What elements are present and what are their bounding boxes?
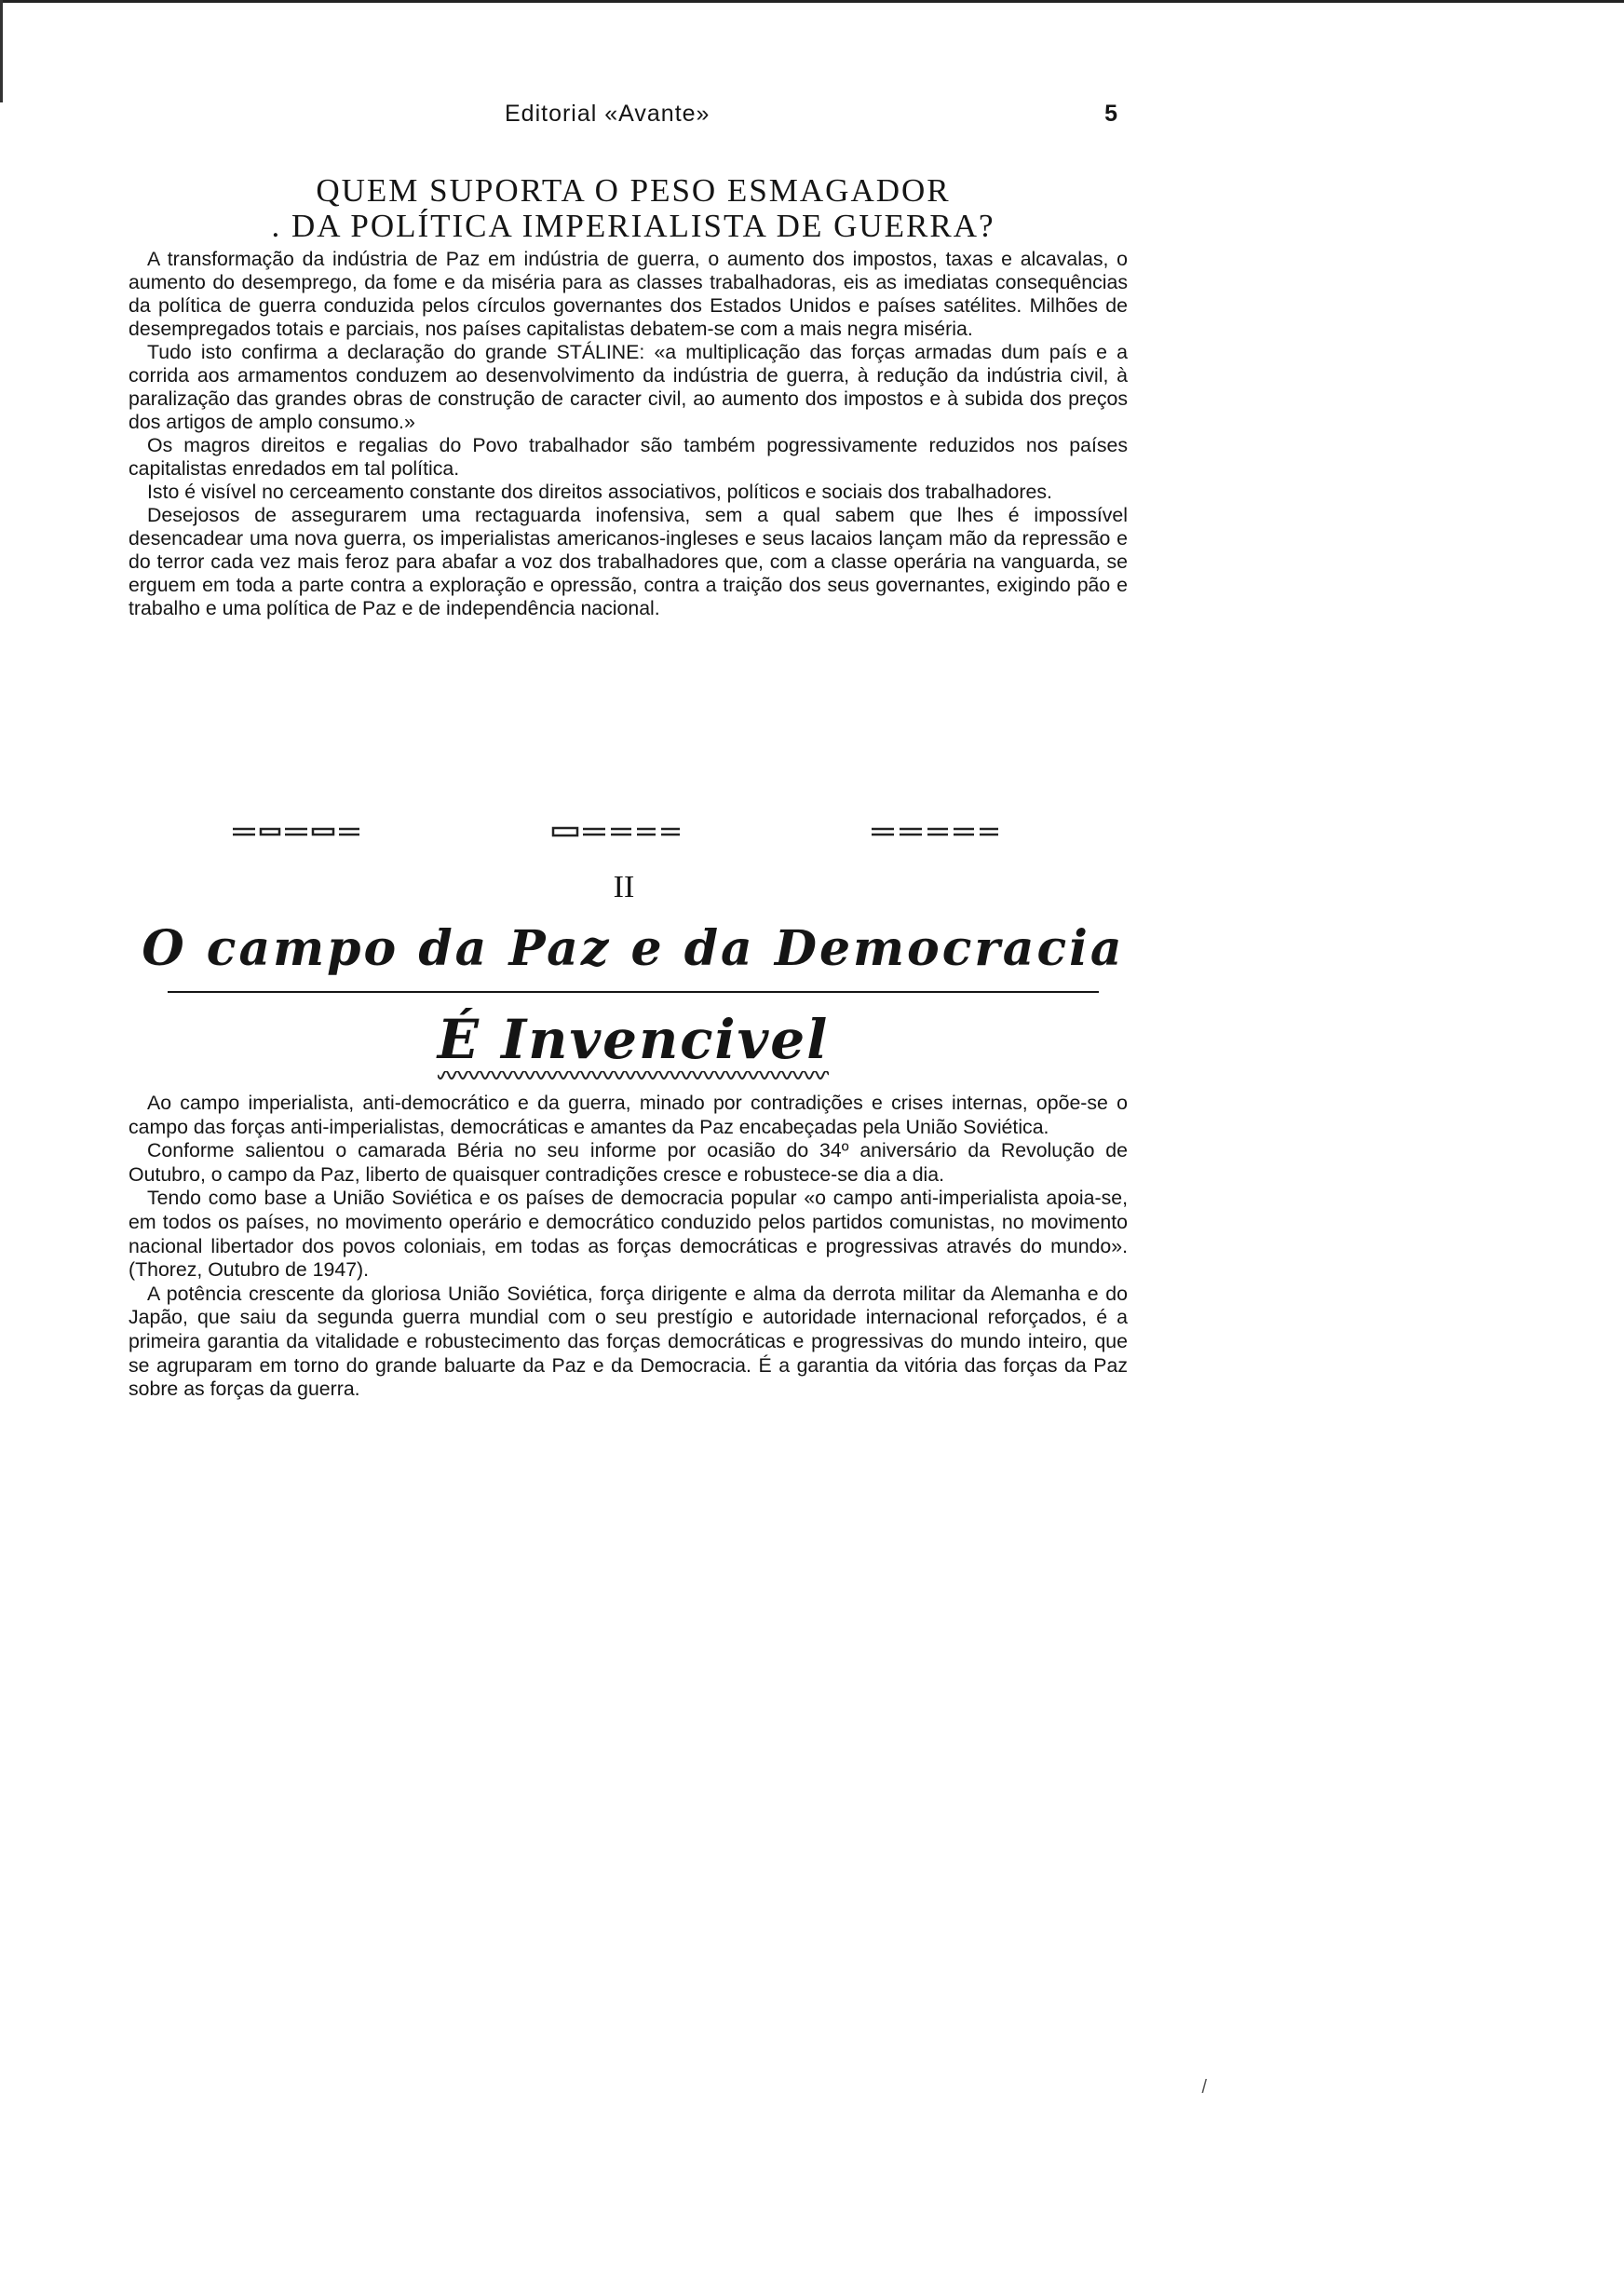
stray-mark: /: [1201, 2077, 1207, 2098]
section1-paragraph: Os magros direitos e regalias do Povo trabalhador são também pogressivamente reduzidos nos países capitalistas enredados em tal política.: [129, 434, 1128, 480]
ornament-divider-right: [870, 825, 1000, 838]
section1-paragraph: Tudo isto confirma a declaração do grande STÁLINE: «a multiplicação das forças armadas dum país e a corrida aos armamentos conduzem ao desenvolvimento da indústria de guerra, à redução da indústria civil, à paralização das grandes obras de construção de caracter civil, ao aumento dos impostos e à subida dos preços dos artigos de amplo consumo.»: [129, 341, 1128, 433]
section2-paragraph: A potência crescente da gloriosa União Soviética, força dirigente e alma da derrota militar da Alemanha e do Japão, que saiu da segunda guerra mundial com o seu prestígio e autoridade internacional reforçados, é a primeira garantia da vitalidade e robustecimento das forças democráticas e progressivas do mundo inteiro, que se agruparam em torno do grande baluarte da Paz e da Democracia. É a garantia da vitória das forças da Paz sobre as forças da guerra.: [129, 1282, 1128, 1401]
running-title: Editorial «Avante»: [505, 101, 710, 127]
page-number: 5: [1104, 101, 1117, 127]
wavy-underline-ornament: [438, 1071, 829, 1084]
section1-paragraph: A transformação da indústria de Paz em indústria de guerra, o aumento dos impostos, taxas e alcavalas, o aumento do desemprego, da fome e da miséria para as classes trabalhadoras, eis as imediatas consequências da política de guerra conduzida pelos círculos governantes dos Estados Unidos e países satélites. Milhões de desempregados totais e parciais, nos países capitalistas debatem-se com a mais negra miséria.: [129, 248, 1128, 340]
section2-body: [129, 1092, 1128, 1402]
ornament-divider-center: [551, 825, 682, 838]
ornament-divider-left: [231, 825, 361, 838]
page-header: [168, 101, 1117, 138]
section1-title: [140, 173, 1127, 244]
section-numeral: II: [613, 870, 635, 904]
scan-edge-left: [0, 0, 3, 102]
section2-paragraph: Conforme salientou o camarada Béria no seu informe por ocasião do 34º aniversário da Revolução de Outubro, o campo da Paz, liberto de quaisquer contradições cresce e robustece-se dia a dia.: [129, 1139, 1128, 1186]
section1-title-line2: . DA POLÍTICA IMPERIALISTA DE GUERRA?: [271, 208, 995, 244]
scan-edge-top: [0, 0, 1624, 9]
section1-paragraph: Desejosos de assegurarem uma rectaguarda inofensiva, sem a qual sabem que lhes é impossível desencadear uma nova guerra, os imperialistas americanos-ingleses e seus lacaios lançam mão da repressão e do terror cada vez mais feroz para abafar a voz dos trabalhadores que, com a classe operária na vanguarda, se erguem em toda a parte contra a exploração e opressão, contra a traição dos seus governantes, exigindo pão e trabalho e uma política de Paz e de independência nacional.: [129, 504, 1128, 619]
section2-paragraph: Tendo como base a União Soviética e os países de democracia popular «o campo anti-imperialista apoia-se, em todos os países, no movimento operário e democrático conduzido pelos partidos comunistas, no movimento nacional libertador dos povos coloniais, em todas as forças democráticas e progressivas através do mundo». (Thorez, Outubro de 1947).: [129, 1187, 1128, 1282]
section2-title: O campo da Paz e da Democracia: [142, 920, 1125, 977]
title-rule: [168, 991, 1099, 993]
section1-paragraph: Isto é visível no cerceamento constante dos direitos associativos, políticos e sociais dos trabalhadores.: [147, 481, 1052, 503]
section1-body: [129, 248, 1128, 620]
section2-paragraph: Ao campo imperialista, anti-democrático e da guerra, minado por contradições e crises internas, opõe-se o campo das forças anti-imperialistas, democráticas e amantes da Paz encabeçadas pela União Soviética.: [129, 1092, 1128, 1138]
section1-title-line1: QUEM SUPORTA O PESO ESMAGADOR: [316, 172, 951, 209]
section2-subtitle: É Invencivel: [437, 1008, 830, 1071]
